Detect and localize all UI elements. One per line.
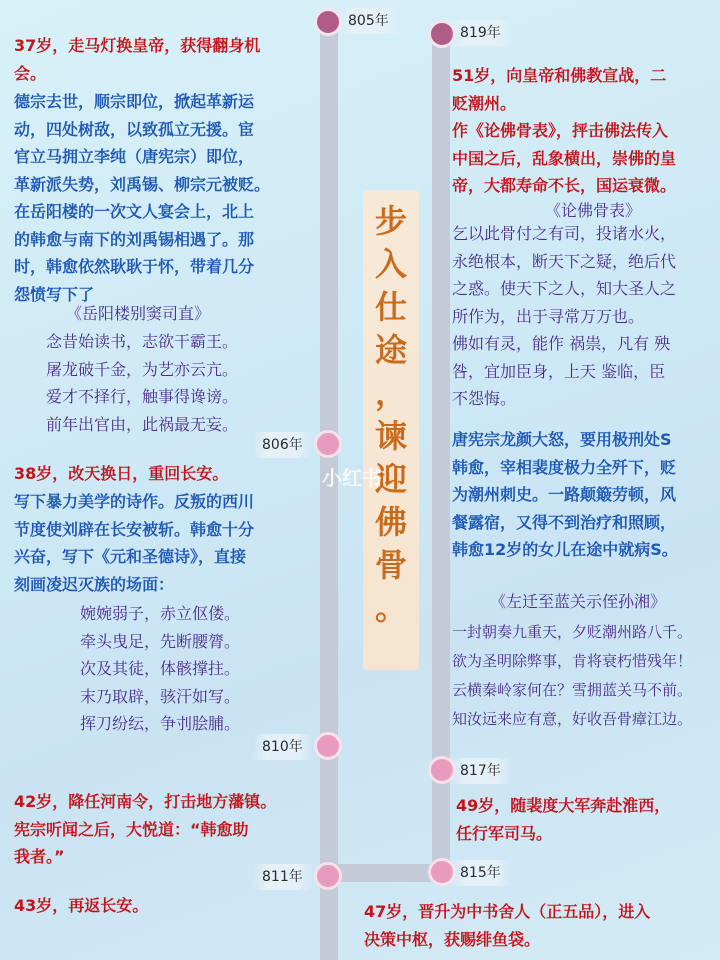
emperor-body: 唐宪宗龙颜大怒，要用极刑处S 韩愈，宰相裴度极力全歼下，贬 为潮州刺史。一路颠簸劳顿，风 餐露宿，又得不到治疗和照顾， 韩愈12岁的女儿在途中就病S。 [452,430,678,559]
poem1-lines: 念昔始读书，志欲干霸王。 屠龙破千金，为艺亦云亢。 爱才不择行，触事得谗谤。 前年出官由，此祸最无妄。 [46,332,239,434]
year-label-810: 810年 [252,734,313,760]
title-char: 步 [374,202,407,240]
title-char: 入 [374,245,407,283]
age38-body: 写下暴力美学的诗作。反叛的西川 节度使刘辟在长安被斩。韩愈十分 兴奋，写下《元和圣德诗》，直接 刻画凌迟灭族的场面： [14,492,255,594]
title-char: 骨 [374,546,407,584]
year-label-811: 811年 [252,864,313,890]
year-label-806: 806年 [252,432,313,458]
poem3-title: 《左迁至蓝关示侄孙湘》 [490,592,667,611]
title-char: 佛 [374,503,407,541]
age51-body: 作《论佛骨表》，抨击佛法传入 中国之后，乱象横出，崇佛的皇 帝，大都寿命不长，国运衰微。 [452,121,677,195]
essay-body: 乞以此骨付之有司，投诸水火， 永绝根本，断天下之疑，绝后代 之惑。使天下之人，知大圣人之 所作为，出于寻常万万也。 佛如有灵，能作 祸祟，凡有 殃 咎，宜加臣身，上天 鉴临，臣 不怨悔。 [452,224,677,408]
timeline-dot-811 [314,862,342,890]
age51-heading: 51岁，向皇帝和佛教宣战，二 贬潮州。 [452,66,667,113]
essay-title: 《论佛骨表》 [545,201,642,220]
year-label-815: 815年 [450,860,511,886]
age37-heading: 37岁，走马灯换皇帝，获得翻身机 会。 [14,36,261,83]
age42-block: 42岁，降任河南令，打击地方藩镇。 宪宗听闻之后，大悦道：“韩愈助 我者。” [14,792,277,866]
year-label-819: 819年 [450,20,511,46]
title-char: 途 [374,331,407,369]
year-label-805: 805年 [338,8,399,34]
poem3-lines: 一封朝奏九重天，夕贬潮州路八千。 欲为圣明除弊事，肯将衰朽惜残年！ 云横秦岭家何在？雪拥蓝关马不前。 知汝远来应有意，好收吾骨瘴江边。 [452,623,693,728]
title-char: 迎 [374,460,407,498]
age49-block: 49岁，随裴度大军奔赴淮西， 任行军司马。 [456,796,671,843]
age47-block: 47岁，晋升为中书舍人（正五品），进入 决策中枢，获赐绯鱼袋。 [364,902,651,949]
timeline-rail-right [432,28,450,878]
poem2-lines: 婉婉弱子，赤立伛偻。 牵头曳足，先断腰膂。 次及其徒，体骸撑拄。 末乃取辟，骇汗如写。 挥刀纷纭，争刌脍脯。 [80,604,241,733]
timeline-dot-806 [314,430,342,458]
age37-body: 德宗去世，顺宗即位，掀起革新运 动，四处树敌，以致孤立无援。宦 官立马拥立李纯（唐宪宗）即位， 革新派失势，刘禹锡、柳宗元被贬。 在岳阳楼的一次文人宴会上，北上 的韩愈与南下的刘禹锡相遇了。那 时，韩愈依然耿耿于怀，带着几分 怨愤写下了 [14,92,271,304]
watermark: 小红书 [322,466,382,490]
timeline-dot-810 [314,732,342,760]
age38-heading: 38岁，改天换日，重回长安。 [14,464,229,483]
vertical-title [363,190,419,670]
title-char: 。 [374,589,407,627]
title-char: ， [374,374,407,412]
year-label-817: 817年 [450,758,511,784]
age43-block: 43岁，再返长安。 [14,896,149,915]
title-char: 仕 [374,288,407,326]
poem1-title: 《岳阳楼别窦司直》 [66,304,211,323]
title-char: 谏 [374,417,407,455]
